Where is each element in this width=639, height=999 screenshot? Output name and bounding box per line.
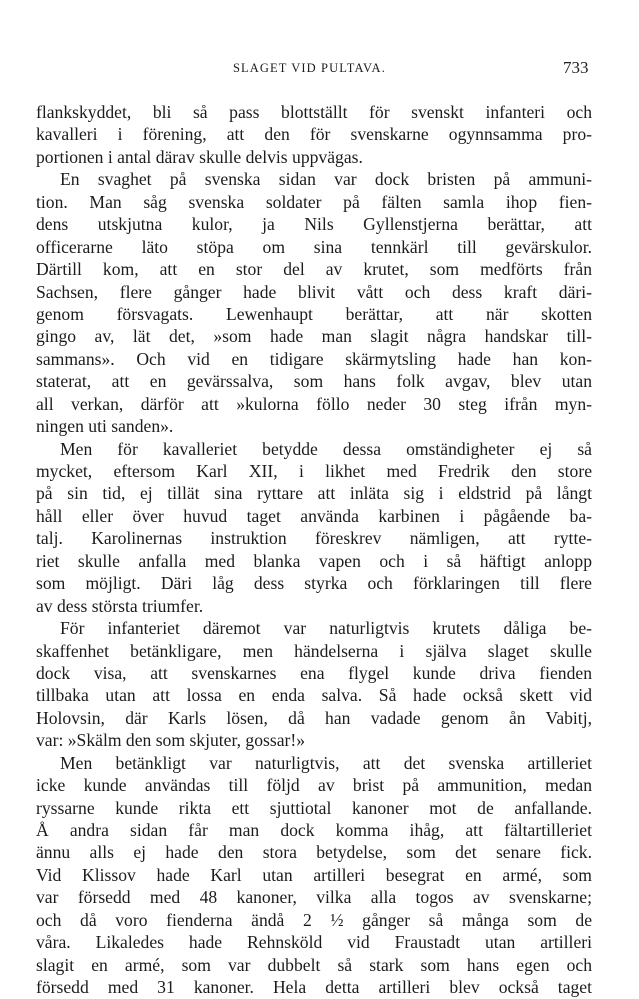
text-line: Holovsin, där Karls lösen, då han vadade genom ån Vabitj,: [36, 707, 592, 728]
text-line: slagit en armé, som var dubbelt så stark som hans egen och: [36, 954, 592, 975]
text-line: dock visa, att svenskarnes ena flygel kunde driva fienden: [36, 662, 592, 683]
text-line: ningen uti sanden».: [36, 416, 174, 437]
text-line: portionen i antal därav skulle delvis uppvägas.: [36, 146, 363, 167]
text-line: som möjligt. Däri låg dess styrka och förklaringen till flere: [36, 573, 592, 594]
text-line: var: »Skälm den som skjuter, gossar!»: [36, 730, 306, 751]
text-line: För infanteriet däremot var naturligtvis krutets dåliga be-: [60, 618, 592, 639]
text-line: ännu alls ej hade den stora betydelse, som det senare fick.: [36, 842, 592, 863]
text-line: talj. Karolinernas instruktion föreskrev nämligen, att rytte-: [36, 528, 592, 549]
text-line: håll eller över huvud taget använda karbinen i pågående ba-: [36, 505, 592, 526]
text-line: Sachsen, flere gånger hade blivit vått och dess kraft däri-: [36, 281, 592, 302]
text-line: gingo av, lät det, »som hade man slagit några handskar till-: [36, 326, 592, 347]
text-line: Men betänkligt var naturligtvis, att det svenska artilleriet: [60, 752, 592, 773]
text-line: Men för kavalleriet betydde dessa omständigheter ej så: [60, 438, 592, 459]
text-line: all verkan, därför att »kulorna föllo neder 30 steg ifrån myn-: [36, 393, 592, 414]
text-line: sammans». Och vid en tidigare skärmytsling hade han kon-: [36, 348, 592, 369]
text-line: skaffenhet betänkligare, men händelserna i själva slaget skulle: [36, 640, 592, 661]
text-line: och då voro fienderna ändå 2 ½ gånger så många som de: [36, 909, 592, 930]
text-line: våra. Likaledes hade Rehnsköld vid Fraustadt utan artilleri: [36, 932, 592, 953]
running-title: SLAGET VID PULTAVA.: [233, 61, 386, 75]
text-line: tion. Man såg svenska soldater på fälten samla ihop fien-: [36, 191, 592, 212]
text-line: staterat, att en gevärssalva, som hans folk avgav, blev utan: [36, 371, 592, 392]
text-line: flankskyddet, bli så pass blottställt för svenskt infanteri och: [36, 102, 592, 122]
text-line: tillbaka utan att lossa en enda salva. Så hade också skett vid: [36, 685, 592, 706]
text-line: En svaghet på svenska sidan var dock bristen på ammuni-: [60, 169, 592, 190]
text-line: officerarne läto stöpa om sina tennkärl till gevärskulor.: [36, 236, 592, 257]
text-line: icke kunde användas till följd av brist på ammunition, medan: [36, 775, 592, 796]
text-line: mycket, eftersom Karl XII, i likhet med Fredrik den store: [36, 461, 592, 481]
text-line: Vid Klissov hade Karl utan artilleri besegrat en armé, som: [36, 864, 592, 885]
text-line: var försedd med 48 kanoner, vilka alla togos av svenskarne;: [36, 887, 592, 908]
text-line: ryssarne kunde rikta ett sjuttiotal kanoner mot de anfallande.: [36, 797, 592, 818]
text-line: på sin tid, ej tillät sina ryttare att inläta sig i eldstrid på långt: [36, 483, 592, 504]
text-line: försedd med 31 kanoner. Hela detta artilleri blev också taget: [36, 977, 592, 998]
text-line: riet skulle anfalla med blanka vapen och i så häftigt anlopp: [36, 550, 592, 571]
text-line: genom försvagats. Lewenhaupt berättar, att när skotten: [36, 303, 592, 324]
text-line: Därtill kom, att en stor del av krutet, som medförts från: [36, 259, 592, 280]
text-line: av dess största triumfer.: [36, 595, 204, 616]
text-line: kavalleri i förening, att den för svenskarne ogynnsamma pro-: [36, 124, 592, 145]
text-line: dens utskjutna kulor, ja Nils Gyllenstjerna berättar, att: [36, 214, 592, 235]
text-line: Å andra sidan får man dock komma ihåg, att fältartilleriet: [36, 820, 592, 840]
body-text: [36, 101, 592, 999]
page-number: 733: [563, 58, 589, 77]
